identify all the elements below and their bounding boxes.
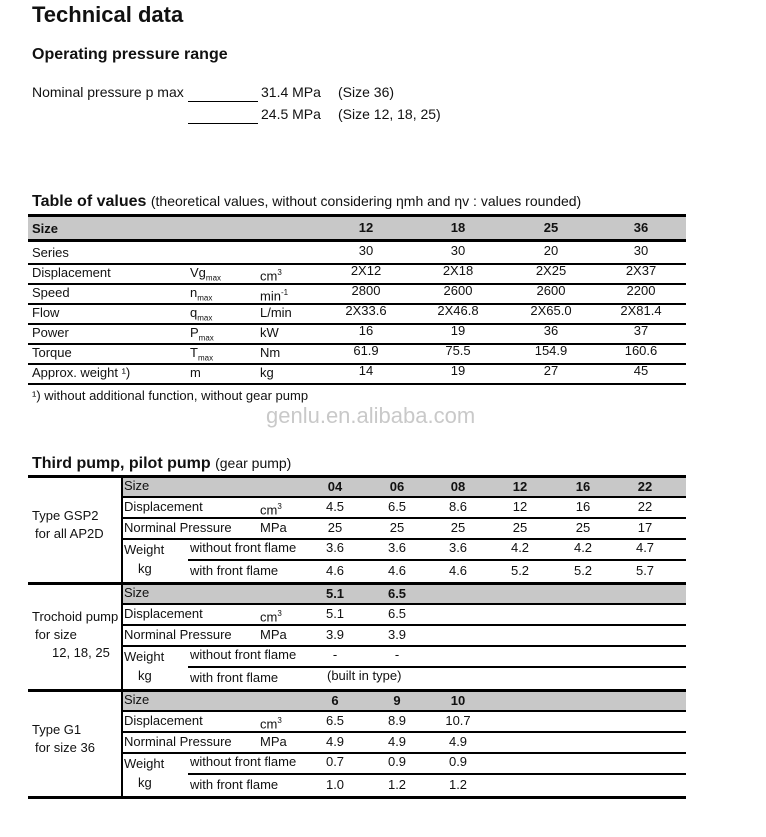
displacement-value: 16 — [575, 499, 591, 514]
weight-with-value: 4.6 — [387, 563, 407, 578]
pressure-value: 25 — [389, 520, 405, 535]
displacement-value: 6.5 — [387, 499, 407, 514]
row-label: Series — [32, 245, 69, 260]
header-size-value: 36 — [633, 220, 649, 235]
row-value: 2X33.6 — [345, 303, 387, 318]
pressure-value: 3.9 — [387, 627, 407, 642]
displacement-value: 4.5 — [325, 499, 345, 514]
row-label: Approx. weight ¹) — [32, 365, 131, 380]
displacement-unit: $cm^3$ — [260, 502, 282, 518]
row-value: 16 — [358, 323, 374, 338]
row-unit: $cm^3$ — [260, 268, 282, 284]
values-subtitle: (theoretical values, without considering ηmh and ηv : values rounded) — [150, 193, 582, 209]
size-row-bg — [123, 692, 686, 710]
with-flange-label: with front flame — [190, 670, 279, 685]
row-value: 2800 — [351, 283, 381, 298]
row-value: 2200 — [626, 283, 656, 298]
row-value: 2X46.8 — [437, 303, 479, 318]
row-label: Torque — [32, 345, 72, 360]
row-value: 61.9 — [353, 343, 379, 358]
size-label: Size — [124, 585, 150, 600]
row-label: Speed — [32, 285, 70, 300]
values-table-title — [32, 193, 581, 211]
weight-without-value: - — [332, 647, 338, 662]
weight-label: Weight — [124, 542, 165, 557]
size-value: 22 — [637, 479, 653, 494]
pressure-value: 25 — [327, 520, 343, 535]
size-value: 6 — [331, 693, 339, 708]
row-value: 45 — [633, 363, 649, 378]
row-value: 2600 — [443, 283, 473, 298]
displacement-label: Displacement — [124, 713, 203, 728]
pressure-label: Norminal Pressure — [124, 734, 232, 749]
row-value: 30 — [633, 243, 649, 258]
header-size-value: 18 — [450, 220, 466, 235]
without-flange-label: without front flame — [190, 754, 297, 769]
displacement-unit: $cm^3$ — [260, 609, 282, 625]
pressure-value: 17 — [637, 520, 653, 535]
row-value: 154.9 — [534, 343, 568, 358]
pump-type-label: Type GSP2 — [32, 508, 99, 523]
weight-without-value: 0.9 — [387, 754, 407, 769]
size-label: Size — [124, 692, 150, 707]
pump-table-title — [32, 455, 291, 473]
size-value: 6.5 — [387, 586, 407, 601]
weight-label: Weight — [124, 649, 165, 664]
pressure-label: Norminal Pressure — [124, 520, 232, 535]
header-size: Size — [32, 221, 59, 236]
with-flange-label: with front flame — [190, 563, 279, 578]
weight-without-value: 4.7 — [635, 540, 655, 555]
weight-unit: kg — [138, 775, 152, 790]
row-value: 2600 — [536, 283, 566, 298]
pressure-unit: MPa — [260, 520, 287, 535]
pressure-note: (Size 12, 18, 25) — [338, 106, 441, 122]
weight-without-value: 0.9 — [448, 754, 468, 769]
pump-type-label: Type G1 — [32, 722, 82, 737]
displacement-value: 10.7 — [445, 713, 471, 728]
underline — [188, 101, 258, 102]
displacement-value: 5.1 — [325, 606, 345, 621]
size-value: 10 — [450, 693, 466, 708]
weight-with-value: (built in type) — [327, 668, 402, 683]
displacement-value: 8.6 — [448, 499, 468, 514]
pressure-value: 25 — [575, 520, 591, 535]
pump-type-label: for size 36 — [35, 740, 95, 755]
row-value: 30 — [450, 243, 466, 258]
pump-type-label: for size — [35, 627, 77, 642]
row-symbol: $T_{max}$ — [190, 345, 214, 363]
header-row-bg — [28, 217, 686, 239]
row-value: 2X65.0 — [530, 303, 572, 318]
row-symbol: $Vg_{max}$ — [190, 265, 222, 283]
without-flange-label: without front flame — [190, 540, 297, 555]
size-value: 04 — [327, 479, 343, 494]
weight-with-value: 1.0 — [325, 777, 345, 792]
table-rule — [28, 796, 686, 799]
row-unit: kg — [260, 365, 274, 380]
row-symbol: $q_{max}$ — [190, 305, 213, 323]
weight-with-value: 4.6 — [325, 563, 345, 578]
displacement-label: Displacement — [124, 606, 203, 621]
pressure-label: Norminal Pressure — [124, 627, 232, 642]
weight-without-value: 4.2 — [510, 540, 530, 555]
displacement-value: 8.9 — [387, 713, 407, 728]
header-size-value: 12 — [358, 220, 374, 235]
pressure-value: 4.9 — [387, 734, 407, 749]
displacement-label: Displacement — [124, 499, 203, 514]
header-size-value: 25 — [543, 220, 559, 235]
weight-with-value: 1.2 — [448, 777, 468, 792]
row-value: 36 — [543, 323, 559, 338]
pressure-unit: MPa — [260, 734, 287, 749]
pressure-value: 25 — [512, 520, 528, 535]
size-label: Size — [124, 478, 150, 493]
pressure-value: 25 — [450, 520, 466, 535]
row-value: 75.5 — [445, 343, 471, 358]
footnote: ¹) without additional function, without gear pump — [32, 388, 309, 403]
row-value: 20 — [543, 243, 559, 258]
weight-unit: kg — [138, 668, 152, 683]
row-value: 2X25 — [535, 263, 567, 278]
row-unit: $\min^{-1}$ — [260, 288, 289, 304]
weight-without-value: 4.2 — [573, 540, 593, 555]
displacement-unit: $cm^3$ — [260, 716, 282, 732]
pump-type-label: 12, 18, 25 — [52, 645, 110, 660]
row-value: 30 — [358, 243, 374, 258]
pressure-label: Nominal pressure p max — [32, 84, 184, 100]
pressure-value: 31.4 MPa — [261, 84, 321, 100]
row-symbol: $n_{max}$ — [190, 285, 213, 303]
pressure-note: (Size 36) — [338, 84, 395, 100]
row-label: Displacement — [32, 265, 111, 280]
weight-without-value: 3.6 — [448, 540, 468, 555]
displacement-value: 6.5 — [325, 713, 345, 728]
row-unit: Nm — [260, 345, 281, 360]
row-label: Flow — [32, 305, 60, 320]
row-value: 2X18 — [442, 263, 474, 278]
row-label: Power — [32, 325, 69, 340]
row-rule — [28, 383, 686, 385]
row-value: 2X37 — [625, 263, 657, 278]
weight-with-value: 5.7 — [635, 563, 655, 578]
underline — [188, 123, 258, 124]
weight-with-value: 1.2 — [387, 777, 407, 792]
weight-without-value: 0.7 — [325, 754, 345, 769]
size-value: 08 — [450, 479, 466, 494]
without-flange-label: without front flame — [190, 647, 297, 662]
displacement-value: 6.5 — [387, 606, 407, 621]
pressure-value: 4.9 — [448, 734, 468, 749]
row-value: 37 — [633, 323, 649, 338]
weight-without-value: - — [394, 647, 400, 662]
pump-subtitle: (gear pump) — [215, 455, 292, 471]
row-value: 2X12 — [350, 263, 382, 278]
size-row-bg — [123, 478, 686, 496]
row-unit: kW — [260, 325, 279, 340]
pump-type-label: for all AP2D — [35, 526, 104, 541]
pressure-value: 4.9 — [325, 734, 345, 749]
watermark: genlu.en.alibaba.com — [266, 403, 476, 428]
size-value: 06 — [389, 479, 405, 494]
row-value: 19 — [450, 323, 466, 338]
size-value: 16 — [575, 479, 591, 494]
weight-with-value: 4.6 — [448, 563, 468, 578]
pressure-unit: MPa — [260, 627, 287, 642]
weight-label: Weight — [124, 756, 165, 771]
weight-with-value: 5.2 — [510, 563, 530, 578]
row-value: 27 — [543, 363, 559, 378]
row-value: 160.6 — [624, 343, 658, 358]
page-title: Technical data — [32, 2, 184, 27]
row-value: 14 — [358, 363, 374, 378]
pump-title-text: Third pump, pilot pump — [32, 455, 211, 472]
size-value: 12 — [512, 479, 528, 494]
with-flange-label: with front flame — [190, 777, 279, 792]
table-rule — [28, 239, 686, 242]
weight-without-value: 3.6 — [387, 540, 407, 555]
weight-without-value: 3.6 — [325, 540, 345, 555]
pressure-heading: Operating pressure range — [32, 46, 228, 63]
displacement-value: 12 — [512, 499, 528, 514]
size-value: 9 — [393, 693, 401, 708]
row-symbol: m — [190, 365, 201, 380]
weight-unit: kg — [138, 561, 152, 576]
weight-with-value: 5.2 — [573, 563, 593, 578]
size-value: 5.1 — [325, 586, 345, 601]
pump-type-label: Trochoid pump — [32, 609, 119, 624]
values-title-text: Table of values — [32, 193, 147, 210]
pressure-value: 3.9 — [325, 627, 345, 642]
row-value: 19 — [450, 363, 466, 378]
row-symbol: $P_{max}$ — [190, 325, 214, 343]
row-rule — [28, 323, 686, 325]
row-value: 2X81.4 — [620, 303, 662, 318]
pressure-value: 24.5 MPa — [261, 106, 321, 122]
row-unit: L/min — [260, 305, 292, 320]
displacement-value: 22 — [637, 499, 653, 514]
